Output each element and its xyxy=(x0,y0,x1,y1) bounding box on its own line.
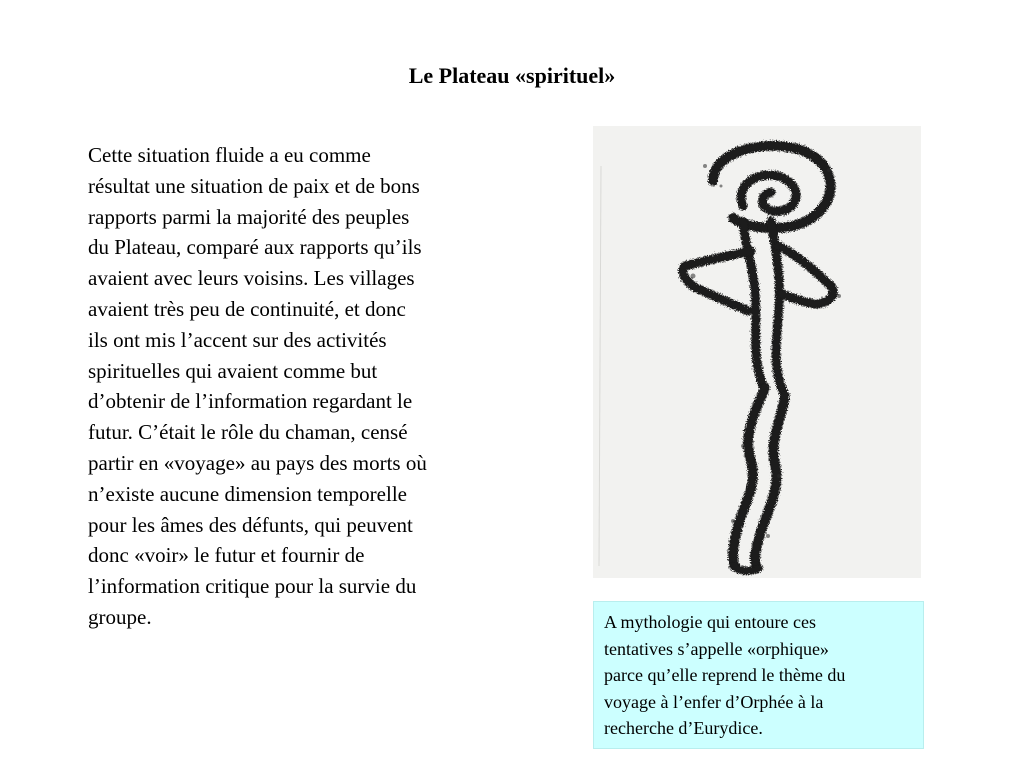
body-line: n’existe aucune dimension temporelle xyxy=(88,481,407,506)
body-line: du Plateau, comparé aux rapports qu’ils xyxy=(88,235,422,260)
body-line: avaient avec leurs voisins. Les villages xyxy=(88,266,415,291)
body-line: partir en «voyage» au pays des morts où xyxy=(88,450,427,475)
caption-box xyxy=(593,601,924,749)
body-line: donc «voir» le futur et fournir de xyxy=(88,543,365,568)
body-line: groupe. xyxy=(88,604,152,629)
body-line: d’obtenir de l’information regardant le xyxy=(88,389,413,414)
body-line: futur. C’était le rôle du chaman, censé xyxy=(88,420,408,445)
petroglyph-image xyxy=(593,126,921,578)
body-line: ils ont mis l’accent sur des activités xyxy=(88,327,387,352)
caption-line: A mythologie qui entoure ces xyxy=(604,612,816,632)
caption-line: voyage à l’enfer d’Orphée à la xyxy=(604,691,824,712)
body-line: spirituelles qui avaient comme but xyxy=(88,358,378,383)
body-line: l’information critique pour la survie du xyxy=(88,574,417,599)
caption-line: recherche d’Eurydice. xyxy=(604,718,763,738)
body-paragraph xyxy=(88,140,513,633)
body-line: avaient très peu de continuité, et donc xyxy=(88,296,406,321)
caption-line: tentatives s’appelle «orphique» xyxy=(604,638,829,659)
body-line: rapports parmi la majorité des peuples xyxy=(88,204,410,229)
shaman-figure-drawing xyxy=(593,126,921,578)
body-line: résultat une situation de paix et de bons xyxy=(88,173,420,198)
body-line: Cette situation fluide a eu comme xyxy=(88,143,371,167)
body-line: pour les âmes des défunts, qui peuvent xyxy=(88,512,413,537)
slide-title: Le Plateau «spirituel» xyxy=(408,63,616,88)
caption-line: parce qu’elle reprend le thème du xyxy=(604,665,846,685)
